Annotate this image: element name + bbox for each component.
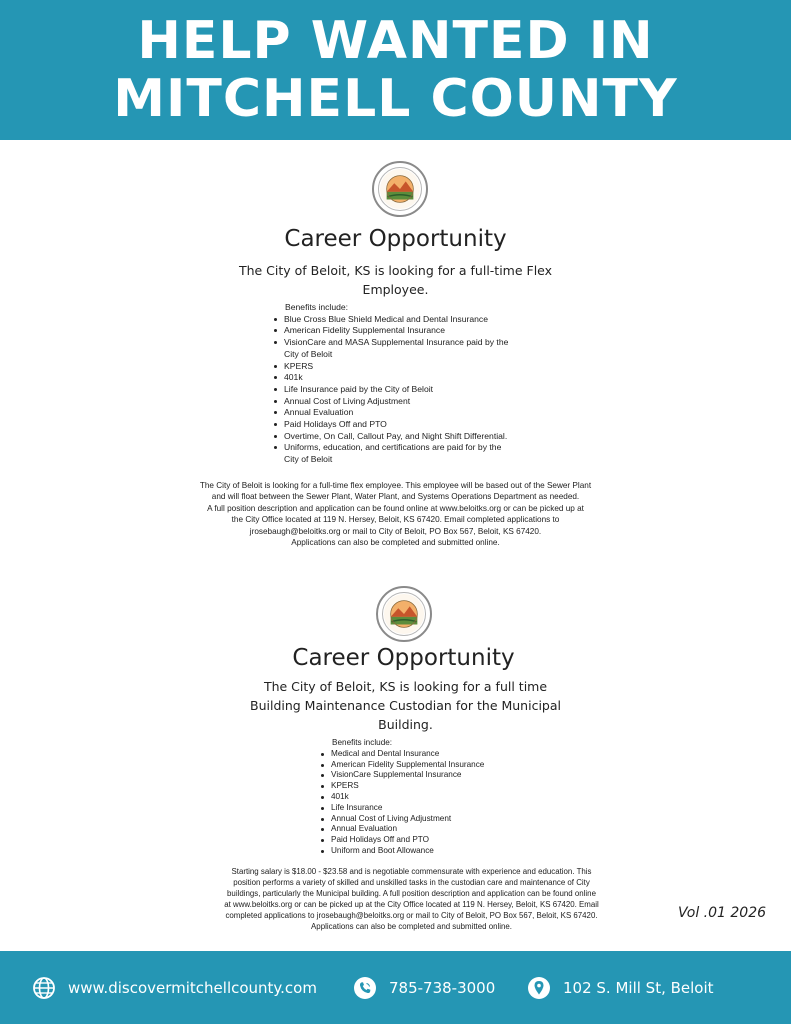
description-line: Applications can also be completed and submitted online. [311,922,512,931]
benefits-list [272,314,508,466]
list-item: Uniforms, education, and certifications are paid for by the City of Beloit [272,442,508,465]
footer-bar [0,951,791,1024]
description-line: jrosebaugh@beloitks.org or mail to City of Beloit, PO Box 567, Beloit, KS 67420. [249,526,542,536]
description-line: the City Office located at 119 N. Hersey, Beloit, KS 67420. Email completed applications to [231,515,560,525]
address-text: 102 S. Mill St, Beloit [563,978,714,997]
list-item: 401k [319,792,484,803]
posting2-subtitle [10,677,791,734]
list-item: Annual Evaluation [319,824,484,835]
list-item: KPERS [272,361,508,373]
banner-title-line-2: MITCHELL COUNTY [113,69,678,129]
posting1-subtitle-line: Employee. [362,282,429,297]
posting1-subtitle-line: The City of Beloit, KS is looking for a full-time Flex [238,263,553,278]
banner-title-line-1: HELP WANTED IN [137,11,654,71]
posting2-description [16,866,791,932]
list-item: Blue Cross Blue Shield Medical and Dental Insurance [272,314,508,326]
seal-graphic [383,592,425,636]
posting2-subtitle-line: Building Maintenance Custodian for the Municipal [250,698,561,713]
description-line: position performs a variety of skilled and unskilled tasks in the custodian care and maintenance of City [233,878,590,887]
list-item: Overtime, On Call, Callout Pay, and Night Shift Differential. [272,431,508,443]
list-item: Paid Holidays Off and PTO [319,835,484,846]
seal-emblem [378,167,422,211]
location-pin-icon [527,976,551,1000]
footer-address[interactable] [527,951,714,1024]
description-line: Applications can also be completed and submitted online. [291,538,500,548]
posting1-benefits [272,302,508,466]
phone-number[interactable]: 785-738-3000 [389,978,496,997]
list-item: American Fidelity Supplemental Insurance [319,760,484,771]
description-line: completed applications to jrosebaugh@beloitks.org or mail to City of Beloit, PO Box 567, Beloit, KS 67420. [225,911,598,920]
seal-graphic [379,167,421,211]
list-item: Annual Cost of Living Adjustment [272,396,508,408]
description-line: Starting salary is $18.00 - $23.58 and is negotiable commensurate with experience and education. This [231,867,592,876]
globe-icon [32,976,56,1000]
top-banner [0,0,791,140]
benefits-header: Benefits include: [285,302,349,312]
list-item: Annual Evaluation [272,407,508,419]
list-item: VisionCare Supplemental Insurance [319,770,484,781]
city-seal-logo [376,586,432,642]
posting2-heading: Career Opportunity [292,645,515,671]
list-item: Uniform and Boot Allowance [319,846,484,857]
description-line: buildings, particularly the Municipal building. A full position description and application can be found online [227,889,596,898]
list-item: 401k [272,372,508,384]
list-item: KPERS [319,781,484,792]
description-line: The City of Beloit is looking for a full-time flex employee. This employee will be based out of the Sewer Plant [199,481,592,490]
posting1-heading: Career Opportunity [284,226,507,252]
list-item: Paid Holidays Off and PTO [272,419,508,431]
posting1-description [0,480,791,548]
benefits-header: Benefits include: [332,738,393,747]
list-item: Annual Cost of Living Adjustment [319,814,484,825]
posting2-subtitle-line: Building. [378,717,433,732]
city-seal-logo [372,161,428,217]
benefits-list [319,749,484,857]
phone-icon [353,976,377,1000]
description-line: A full position description and application can be found online at www.beloitks.org or can be picked up at [207,503,584,513]
footer-website[interactable] [32,951,317,1024]
list-item: VisionCare and MASA Supplemental Insurance paid by the City of Beloit [272,337,508,360]
list-item: Life Insurance [319,803,484,814]
description-line: at www.beloitks.org or can be picked up at the City Office located at 119 N. Hersey, Beloit, KS 67420. Email [224,900,599,909]
posting2-benefits [319,738,484,857]
posting2-subtitle-line: The City of Beloit, KS is looking for a full time [263,679,548,694]
description-line: and will float between the Sewer Plant, Water Plant, and Systems Operations Department as needed. [211,492,580,502]
website-link[interactable]: www.discovermitchellcounty.com [68,978,317,997]
volume-label: Vol .01 2026 [678,905,767,921]
list-item: American Fidelity Supplemental Insurance [272,325,508,337]
list-item: Life Insurance paid by the City of Beloit [272,384,508,396]
footer-phone[interactable] [353,951,495,1024]
posting1-subtitle [0,261,791,299]
seal-emblem [382,592,426,636]
list-item: Medical and Dental Insurance [319,749,484,760]
